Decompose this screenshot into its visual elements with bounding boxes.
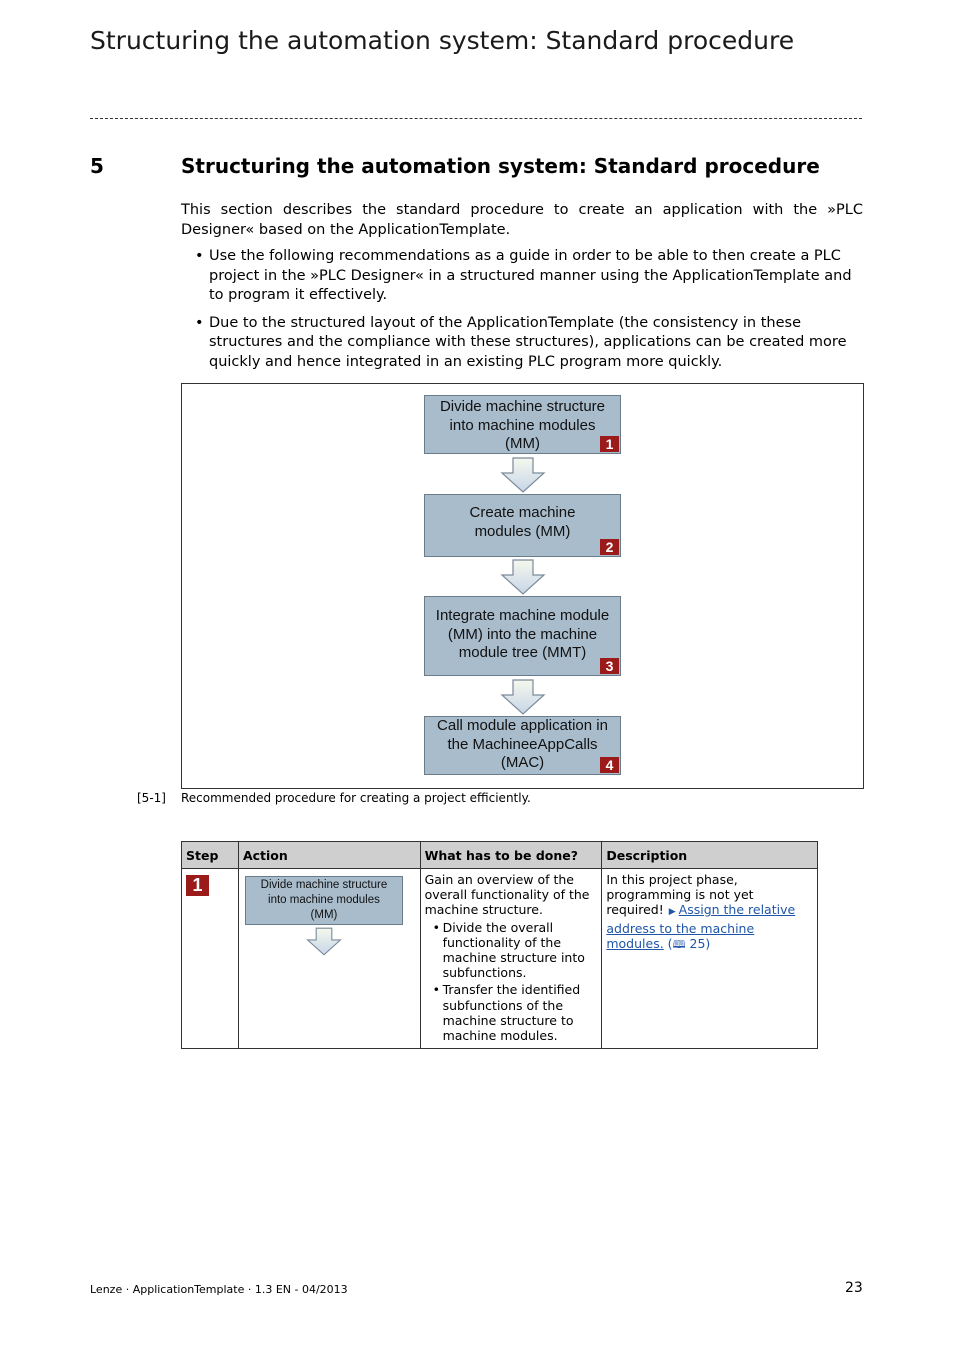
list-item-text: Divide the overall functionality of the machine structure into subfunctions. <box>442 919 585 981</box>
down-arrow-icon <box>500 457 546 493</box>
step-number-badge: 4 <box>600 757 619 773</box>
link-arrow-icon: ▶ <box>668 907 676 918</box>
steps-table <box>181 841 818 1049</box>
bullet-icon: • <box>195 248 204 264</box>
step-cell <box>182 869 239 1049</box>
flow-step-line: Create machine <box>469 504 576 521</box>
recommendation-list <box>181 247 863 380</box>
down-arrow-icon <box>500 679 546 715</box>
page-reference-link[interactable] <box>668 936 711 951</box>
step-number-badge: 1 <box>186 875 209 896</box>
action-step-line: into machine modules <box>268 894 380 906</box>
bullet-icon: • <box>432 919 440 935</box>
table-row <box>182 869 818 1049</box>
description-text: In this project phase, programming is not yet required! <box>606 872 754 918</box>
step-number-badge: 3 <box>600 658 619 674</box>
todo-list <box>425 920 598 1044</box>
flow-step-line: the MachineeAppCalls <box>447 735 598 753</box>
action-step-line: Divide machine structure <box>260 879 388 891</box>
action-step-line: (MM) <box>310 909 338 921</box>
flow-step-line: into machine modules <box>449 416 596 434</box>
intro-paragraph: This section describes the standard procedure to create an application with the »PLC Designer« based on the ApplicationTemplate. <box>181 202 863 238</box>
list-item <box>181 247 863 306</box>
todo-intro: Gain an overview of the overall functionality of the machine structure. <box>424 872 590 918</box>
list-item-text: Due to the structured layout of the ApplicationTemplate (the consistency in these structures and the compliance with these structures), applications can be created more quickly and hence integrated in an existing PLC program more quickly. <box>209 314 847 370</box>
flow-step-line: modules (MM) <box>474 522 571 540</box>
bullet-icon: • <box>195 314 204 331</box>
description-cell <box>602 869 818 1049</box>
flow-step-line: (MM) <box>505 435 540 452</box>
column-header-action: Action <box>238 842 420 869</box>
list-item <box>425 920 598 981</box>
todo-cell <box>420 869 602 1049</box>
list-item <box>181 314 863 373</box>
footer-page-number: 23 <box>845 1280 863 1296</box>
flow-step-line: (MM) into the machine <box>447 625 598 643</box>
flow-step-box <box>424 494 621 557</box>
figure-caption-number: [5-1] <box>137 791 166 805</box>
page-ref-number: 25) <box>685 935 711 951</box>
list-item <box>425 982 598 1043</box>
page-ref-open: ( <box>667 935 673 951</box>
column-header-description: Description <box>602 842 818 869</box>
flow-step-line: module tree (MMT) <box>458 644 587 661</box>
column-header-todo: What has to be done? <box>420 842 602 869</box>
section-title: Structuring the automation system: Standard procedure <box>181 154 820 178</box>
flow-step-line: Call module application in <box>437 717 608 734</box>
procedure-figure <box>181 383 864 789</box>
table-header-row <box>182 842 818 869</box>
step-number-badge: 2 <box>600 539 619 555</box>
header-dashed-rule <box>90 118 862 119</box>
column-header-step: Step <box>182 842 239 869</box>
cross-reference-link[interactable]: Assign the relative address to the machine modules. <box>606 902 796 951</box>
flow-step-line: Divide machine structure <box>439 398 606 415</box>
list-item-text: Transfer the identified subfunctions of the machine structure to machine modules. <box>442 982 581 1044</box>
bullet-icon: • <box>432 982 440 998</box>
down-arrow-icon <box>306 927 342 956</box>
down-arrow-icon <box>500 559 546 595</box>
action-step-box <box>245 876 403 925</box>
book-icon: 🕮 <box>672 937 686 951</box>
flow-step-line: Integrate machine module <box>435 607 610 624</box>
footer-document-info: Lenze · ApplicationTemplate · 1.3 EN - 04/2013 <box>90 1283 348 1296</box>
flow-step-box <box>424 716 621 775</box>
running-header-title: Structuring the automation system: Standard procedure <box>90 26 795 55</box>
list-item-text: Use the following recommendations as a guide in order to be able to then create a PLC project in the »PLC Designer« in a structured manner using the ApplicationTemplate and to program it effectively. <box>209 248 852 303</box>
section-number: 5 <box>90 154 104 178</box>
flow-step-box <box>424 596 621 676</box>
flow-step-box <box>424 395 621 454</box>
figure-caption: Recommended procedure for creating a project efficiently. <box>181 791 531 805</box>
action-cell <box>238 869 420 1049</box>
step-number-badge: 1 <box>600 436 619 452</box>
flow-step-line: (MAC) <box>500 754 545 771</box>
